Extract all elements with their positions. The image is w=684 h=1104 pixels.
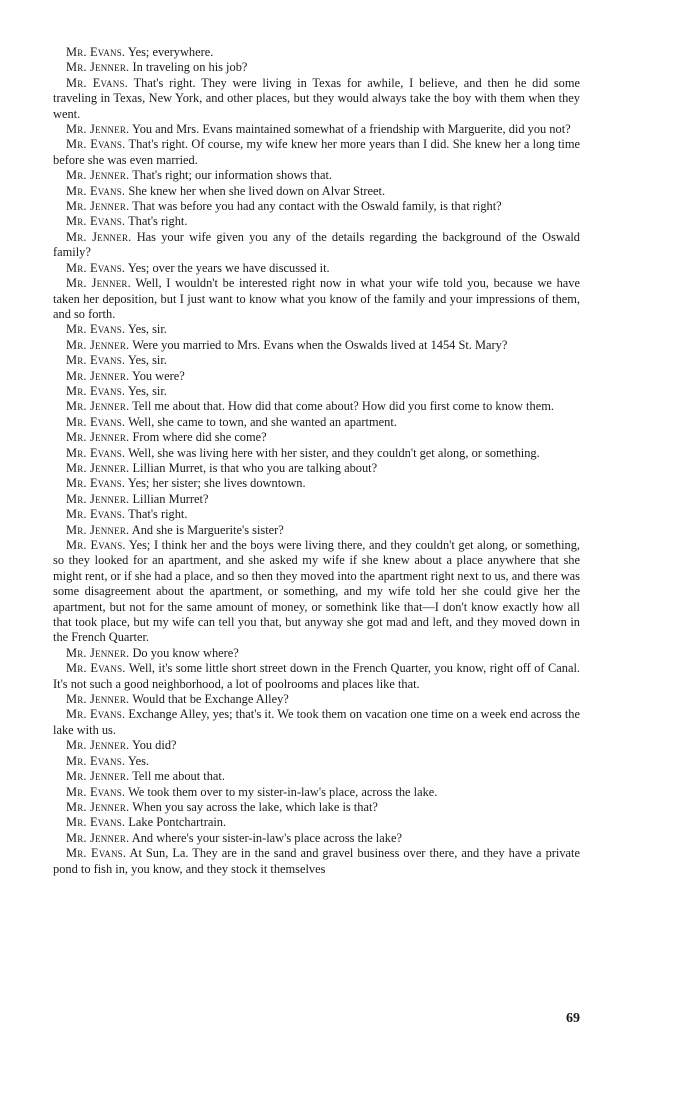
transcript-paragraph [53,214,580,229]
transcript-paragraph [53,831,580,846]
transcript-paragraph [53,261,580,276]
speaker-label: Mr. Evans. [66,183,126,198]
transcript-paragraph [53,661,580,692]
speaker-label: Mr. Evans. [66,784,126,799]
utterance-text: Well, she came to town, and she wanted an apartment. [128,414,397,429]
utterance-text: Would that be Exchange Alley? [132,692,289,707]
utterance-text: Tell me about that. How did that come about? How did you first come to know them. [132,399,554,414]
transcript-paragraph [53,692,580,707]
speaker-label: Mr. Evans. [66,846,127,861]
transcript-paragraph [53,446,580,461]
utterance-text: That's right. Of course, my wife knew her more years than I did. She knew her a long time before she was even married. [53,137,580,167]
transcript-paragraph [53,322,580,337]
speaker-label: Mr. Jenner. [66,276,131,291]
transcript-paragraph [53,276,580,322]
speaker-label: Mr. Jenner. [66,168,130,183]
transcript-paragraph [53,230,580,261]
transcript-paragraph [53,846,580,877]
speaker-label: Mr. Evans. [66,538,126,552]
transcript-paragraph [53,76,580,122]
utterance-text: Tell me about that. [132,769,225,784]
transcript-paragraph [53,45,580,60]
transcript-paragraph [53,800,580,815]
speaker-label: Mr. Jenner. [66,199,130,214]
utterance-text: From where did she come? [132,430,267,445]
speaker-label: Mr. Evans. [66,815,126,830]
transcript-paragraph [53,461,580,476]
utterance-text: Yes. [127,753,150,768]
speaker-label: Mr. Jenner. [66,522,130,537]
transcript-body [53,45,580,877]
utterance-text: Yes, sir. [127,322,167,337]
utterance-text: Has your wife given you any of the details regarding the background of the Oswald family? [53,229,581,260]
utterance-text: Yes; over the years we have discussed it. [127,260,330,275]
transcript-paragraph [53,353,580,368]
speaker-label: Mr. Evans. [66,661,126,676]
utterance-text: That's right. [128,214,188,229]
transcript-paragraph [53,384,580,399]
transcript-paragraph [53,199,580,214]
utterance-text: Well, it's some little short street down in the French Quarter, you know, right off of Canal. It's not such a good neighborhood, a lot of poolrooms and places like that. [53,661,580,691]
utterance-text: At Sun, La. They are in the sand and gravel business over there, and they have a private pond to fish in, you know, and they stock it themselves [53,846,580,876]
utterance-text: Yes; her sister; she lives downtown. [127,476,306,491]
utterance-text: You did? [131,738,177,753]
speaker-label: Mr. Jenner. [66,830,130,845]
utterance-text: That's right; our information shows that. [132,168,332,183]
speaker-label: Mr. Evans. [66,260,126,275]
transcript-paragraph [53,399,580,414]
speaker-label: Mr. Evans. [66,414,126,429]
utterance-text: She knew her when she lived down on Alvar Street. [128,183,386,198]
utterance-text: That's right. [128,507,188,522]
transcript-paragraph [53,184,580,199]
speaker-label: Mr. Evans. [66,476,126,491]
transcript-paragraph [53,507,580,522]
transcript-paragraph [53,492,580,507]
speaker-label: Mr. Evans. [66,383,126,398]
transcript-paragraph [53,754,580,769]
speaker-label: Mr. Jenner. [66,769,130,784]
speaker-label: Mr. Jenner. [66,399,130,414]
speaker-label: Mr. Evans. [66,75,128,90]
utterance-text: That was before you had any contact with the Oswald family, is that right? [132,199,502,214]
utterance-text: Yes, sir. [127,353,167,368]
speaker-label: Mr. Jenner. [66,799,130,814]
transcript-paragraph [53,168,580,183]
utterance-text: Lake Pontchartrain. [128,815,227,830]
utterance-text: And she is Marguerite's sister? [131,522,284,537]
transcript-paragraph [53,476,580,491]
speaker-label: Mr. Jenner. [66,491,130,506]
utterance-text: When you say across the lake, which lake is that? [132,799,378,814]
speaker-label: Mr. Jenner. [66,229,132,244]
utterance-text: Lillian Murret? [132,491,209,506]
utterance-text: In traveling on his job? [132,60,248,75]
utterance-text: Well, she was living here with her sister, and they couldn't get along, or something. [128,445,540,460]
transcript-paragraph [53,769,580,784]
speaker-label: Mr. Jenner. [66,60,130,75]
utterance-text: Yes; I think her and the boys were living there, and they couldn't get along, or something, so they looked for an apartment, and she asked my wife if she knew about a place anywhere that she might rent, or if she had a place, and so then they moved into the apartment right next to us, and there was some disagreement about the apartment, or something, and my wife told her she could give her the apartment, but not for the same amount of money, or somethink like that—I don't know exactly how all that took place, but my wife can tell you that, but anyway she got mad and left, and they moved down in the French Quarter. [53,538,580,645]
speaker-label: Mr. Evans. [66,45,126,59]
transcript-paragraph [53,430,580,445]
speaker-label: Mr. Evans. [66,214,126,229]
utterance-text: Exchange Alley, yes; that's it. We took them on vacation one time on a week end across the lake with us. [53,707,580,737]
utterance-text: You were? [131,368,185,383]
transcript-paragraph [53,523,580,538]
transcript-paragraph [53,60,580,75]
transcript-paragraph [53,538,580,646]
utterance-text: That's right. They were living in Texas for awhile, I believe, and then he did some traveling in Texas, New York, and other places, but they would always take the boy with them when they went. [53,75,580,121]
transcript-paragraph [53,369,580,384]
speaker-label: Mr. Jenner. [66,692,130,707]
speaker-label: Mr. Jenner. [66,122,130,137]
transcript-paragraph [53,137,580,168]
speaker-label: Mr. Evans. [66,707,126,722]
utterance-text: You and Mrs. Evans maintained somewhat of a friendship with Marguerite, did you not? [131,122,571,137]
page-number: 69 [566,1011,580,1026]
transcript-paragraph [53,646,580,661]
utterance-text: We took them over to my sister-in-law's place, across the lake. [128,784,438,799]
utterance-text: And where's your sister-in-law's place across the lake? [131,830,402,845]
speaker-label: Mr. Evans. [66,353,126,368]
utterance-text: Well, I wouldn't be interested right now in what your wife told you, because we have taken her deposition, but I just want to know what you know of the family and your impressions of them, and so forth. [53,276,580,321]
speaker-label: Mr. Evans. [66,507,126,522]
speaker-label: Mr. Jenner. [66,430,130,445]
transcript-paragraph [53,707,580,738]
transcript-paragraph [53,415,580,430]
transcript-paragraph [53,738,580,753]
speaker-label: Mr. Jenner. [66,337,130,352]
transcript-paragraph [53,785,580,800]
speaker-label: Mr. Evans. [66,753,126,768]
speaker-label: Mr. Evans. [66,445,126,460]
speaker-label: Mr. Jenner. [66,645,130,660]
speaker-label: Mr. Jenner. [66,460,130,475]
utterance-text: Were you married to Mrs. Evans when the Oswalds lived at 1454 St. Mary? [132,337,508,352]
utterance-text: Lillian Murret, is that who you are talking about? [132,460,378,475]
transcript-paragraph [53,815,580,830]
transcript-paragraph [53,122,580,137]
transcript-paragraph [53,338,580,353]
utterance-text: Yes, sir. [127,383,167,398]
utterance-text: Yes; everywhere. [127,45,214,59]
speaker-label: Mr. Evans. [66,322,126,337]
speaker-label: Mr. Jenner. [66,368,130,383]
utterance-text: Do you know where? [132,645,239,660]
speaker-label: Mr. Jenner. [66,738,130,753]
speaker-label: Mr. Evans. [66,137,126,152]
